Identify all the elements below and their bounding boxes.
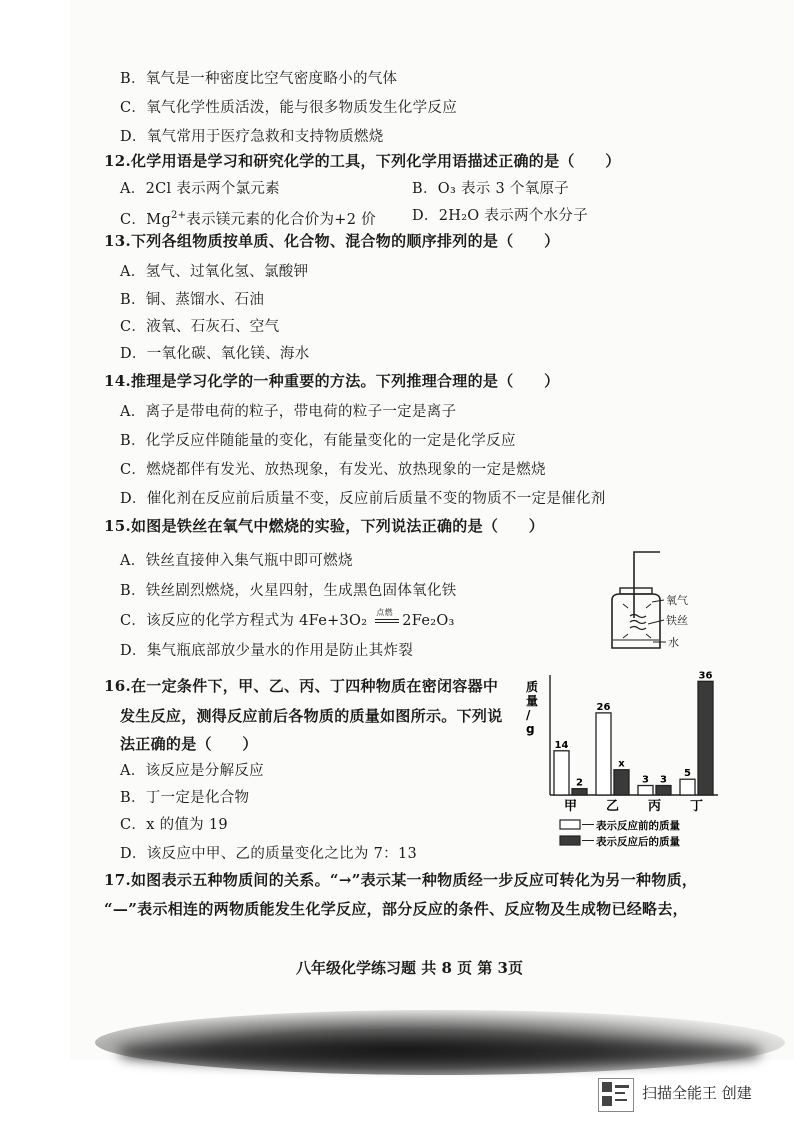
mass-bar-chart <box>520 665 730 860</box>
q16-option-a: A．该反应是分解反应 <box>120 763 264 779</box>
iron-coil <box>630 615 646 630</box>
bar-value-label: x <box>618 758 625 770</box>
scanner-watermark <box>598 1076 778 1112</box>
legend-label: 表示反应前的质量 <box>596 820 680 832</box>
legend-swatch <box>560 836 580 845</box>
q12-option-c <box>120 207 376 229</box>
scanner-logo-icon <box>598 1078 634 1112</box>
watermark-text: 扫描全能王 创建 <box>642 1084 752 1102</box>
q17-stem-line2: “—”表示相连的两物质能发生化学反应，部分反应的条件、反应物及生成物已经略去， <box>104 900 688 918</box>
bar-after <box>656 786 671 795</box>
category-label: 丙 <box>647 799 662 814</box>
q15-option-c <box>120 608 455 630</box>
q15c-post: 2Fe₂O₃ <box>402 613 455 629</box>
q12-option-d: D．2H₂O 表示两个水分子 <box>412 208 589 224</box>
q14-option-d: D．催化剂在反应前后质量不变，反应前后质量不变的物质不一定是催化剂 <box>120 491 606 507</box>
q11-option-c: C．氧气化学性质活泼，能与很多物质发生化学反应 <box>120 100 457 116</box>
q17-stem-line1: 17.如图表示五种物质间的关系。“→”表示某一种物质经一步反应可转化为另一种物质， <box>104 871 698 889</box>
q13-stem: 13.下列各组物质按单质、化合物、混合物的顺序排列的是（ ） <box>104 232 560 250</box>
bar-after <box>572 789 587 795</box>
q16-option-d: D．该反应中甲、乙的质量变化之比为 7：13 <box>120 846 418 862</box>
q12-option-a: A．2Cl 表示两个氯元素 <box>120 181 280 197</box>
q13-option-d: D．一氧化碳、氧化镁、海水 <box>120 346 310 362</box>
bar-value-label: 3 <box>660 774 667 786</box>
bar-after <box>614 770 629 795</box>
label-line-oxygen <box>652 600 664 602</box>
bar-value-label: 14 <box>554 739 569 751</box>
bar-after <box>698 681 713 795</box>
bar-value-label: 26 <box>596 701 611 713</box>
bottle-neck <box>620 588 652 594</box>
y-axis-label-char: g <box>526 722 535 736</box>
q14-stem: 14.推理是学习化学的一种重要的方法。下列推理合理的是（ ） <box>104 372 560 390</box>
q16-stem-line3: 法正确的是（ ） <box>120 735 258 753</box>
q15-stem: 15.如图是铁丝在氧气中燃烧的实验，下列说法正确的是（ ） <box>104 517 545 535</box>
category-label: 丁 <box>689 799 704 814</box>
bar-before <box>680 779 695 795</box>
q14-option-b: B．化学反应伴随能量的变化，有能量变化的一定是化学反应 <box>120 433 516 449</box>
q13-option-c: C．液氧、石灰石、空气 <box>120 319 280 335</box>
q16-option-c: C．x 的值为 19 <box>120 817 228 833</box>
label-water: 水 <box>668 636 679 649</box>
category-label: 乙 <box>605 799 620 814</box>
q13-option-b: B．铜、蒸馏水、石油 <box>120 292 265 308</box>
legend-label: 表示反应后的质量 <box>596 836 680 848</box>
q12c-sup: 2+ <box>170 210 187 221</box>
q16-option-b: B．丁一定是化合物 <box>120 790 250 806</box>
bar-value-label: 5 <box>684 768 691 780</box>
q15-option-d: D．集气瓶底部放少量水的作用是防止其炸裂 <box>120 643 414 659</box>
q12-stem: 12.化学用语是学习和研究化学的工具，下列化学用语描述正确的是（ ） <box>104 152 621 170</box>
holder-wire <box>634 552 638 618</box>
bar-value-label: 3 <box>642 774 649 786</box>
q15-option-a: A．铁丝直接伸入集气瓶中即可燃烧 <box>120 553 353 569</box>
category-label: 甲 <box>563 799 578 814</box>
q14-option-c: C．燃烧都伴有发光、放热现象，有发光、放热现象的一定是燃烧 <box>120 462 546 478</box>
y-axis-label-char: / <box>526 708 531 722</box>
q12c-pre: C．Mg <box>120 211 171 228</box>
reaction-arrow <box>372 608 402 630</box>
y-axis-label-char: 质 <box>526 680 539 694</box>
label-iron-wire: 铁丝 <box>666 614 688 627</box>
q12-option-b: B．O₃ 表示 3 个氧原子 <box>412 181 570 197</box>
legend-swatch <box>560 820 580 829</box>
q11-option-b: B．氧气是一种密度比空气密度略小的气体 <box>120 71 398 87</box>
reaction-condition: 点燃 <box>376 608 393 617</box>
bar-before <box>554 751 569 795</box>
y-axis-label-char: 量 <box>526 694 539 708</box>
q15c-pre: C．该反应的化学方程式为 4Fe+3O₂ <box>120 613 373 629</box>
iron-combustion-apparatus <box>598 548 708 658</box>
label-oxygen: 氧气 <box>666 594 688 607</box>
page-footer: 八年级化学练习题 共 8 页 第 3页 <box>296 959 523 977</box>
q13-option-a: A．氢气、过氧化氢、氯酸钾 <box>120 264 309 280</box>
bar-value-label: 2 <box>576 777 583 789</box>
q12c-post: 表示镁元素的化合价为+2 价 <box>186 211 376 228</box>
bar-value-label: 36 <box>698 670 713 682</box>
q16-stem-line2: 发生反应，测得反应前后各物质的质量如图所示。下列说 <box>120 707 503 725</box>
bar-before <box>638 786 653 795</box>
scan-shadow <box>95 1010 785 1075</box>
q11-option-d: D．氧气常用于医疗急救和支持物质燃烧 <box>120 129 384 145</box>
q16-stem-line1: 16.在一定条件下，甲、乙、丙、丁四种物质在密闭容器中 <box>104 677 499 695</box>
q15-option-b: B．铁丝剧烈燃烧，火星四射，生成黑色固体氧化铁 <box>120 583 457 599</box>
bar-before <box>596 713 611 795</box>
label-line-iron <box>648 620 664 624</box>
q14-option-a: A．离子是带电荷的粒子，带电荷的粒子一定是离子 <box>120 404 457 420</box>
